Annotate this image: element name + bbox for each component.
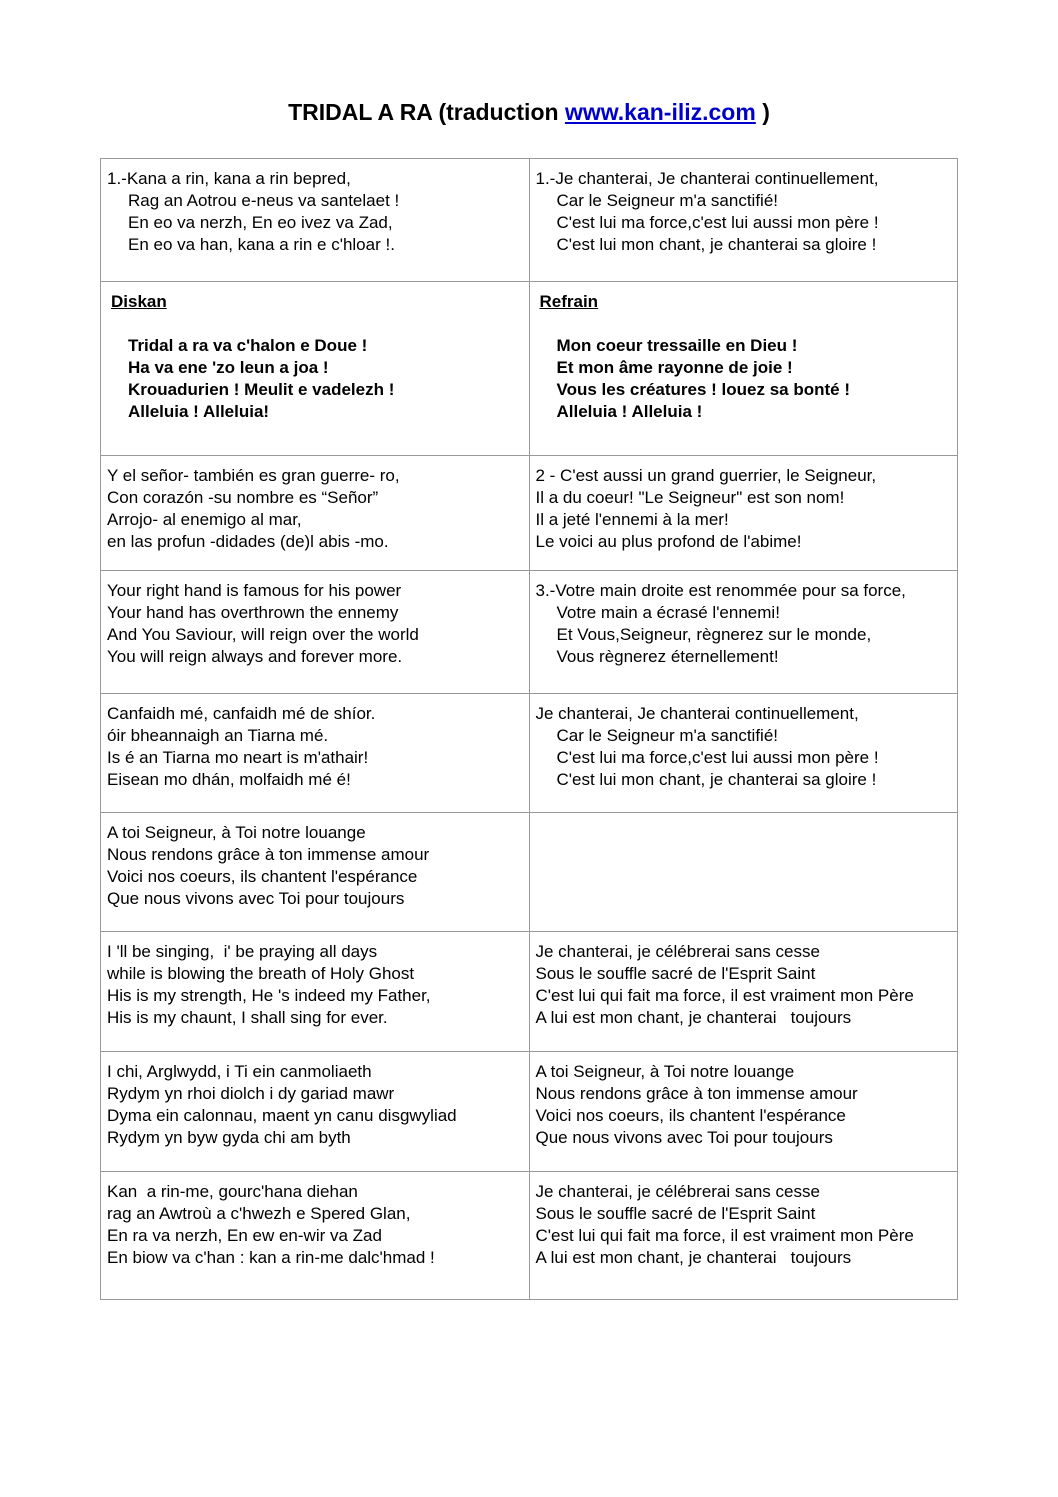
lyric-line: óir bheannaigh an Tiarna mé. bbox=[107, 726, 329, 745]
lyrics-cell-right bbox=[529, 571, 958, 694]
table-row bbox=[101, 282, 958, 456]
lyric-line: Je chanterai, je célébrerai sans cesse bbox=[535, 942, 820, 961]
blank-line bbox=[536, 313, 952, 335]
lyric-line: I chi, Arglwydd, i Ti ein canmoliaeth bbox=[107, 1062, 372, 1081]
lyric-line: Alleluia ! Alleluia ! bbox=[556, 402, 703, 421]
lyric-line: C'est lui qui fait ma force, il est vraiment mon Père bbox=[535, 1226, 914, 1245]
lyric-line: Arrojo- al enemigo al mar, bbox=[107, 510, 302, 529]
lyrics-cell-right bbox=[529, 1052, 958, 1172]
table-row bbox=[101, 571, 958, 694]
lyric-line: Rydym yn byw gyda chi am byth bbox=[107, 1128, 351, 1147]
page-title bbox=[0, 99, 1058, 126]
lyric-line: Is é an Tiarna mo neart is m'athair! bbox=[107, 748, 369, 767]
lyric-line: while is blowing the breath of Holy Ghost bbox=[107, 964, 415, 983]
title-text: TRIDAL A RA (traduction bbox=[288, 99, 565, 125]
lyric-line: 1.-Kana a rin, kana a rin bepred, bbox=[107, 169, 351, 188]
lyric-line: Et mon âme rayonne de joie ! bbox=[556, 358, 793, 377]
lyric-line: Kan a rin-me, gourc'hana diehan bbox=[107, 1182, 358, 1201]
lyrics-cell-left bbox=[101, 1172, 530, 1300]
table-row bbox=[101, 1052, 958, 1172]
section-heading: Diskan bbox=[111, 292, 167, 311]
blank-line bbox=[107, 313, 523, 335]
lyrics-cell-left bbox=[101, 694, 530, 813]
lyric-line: You will reign always and forever more. bbox=[107, 647, 403, 666]
lyric-line: Je chanterai, je célébrerai sans cesse bbox=[535, 1182, 820, 1201]
lyric-line: Car le Seigneur m'a sanctifié! bbox=[556, 726, 779, 745]
lyric-line: Ha va ene 'zo leun a joa ! bbox=[128, 358, 329, 377]
lyric-line: en las profun -didades (de)l abis -mo. bbox=[107, 532, 389, 551]
lyrics-cell-right bbox=[529, 932, 958, 1052]
lyric-line: En eo va nerzh, En eo ivez va Zad, bbox=[128, 213, 393, 232]
table-row bbox=[101, 159, 958, 282]
table-row bbox=[101, 813, 958, 932]
lyrics-cell-left bbox=[101, 282, 530, 456]
lyrics-cell-left bbox=[101, 159, 530, 282]
lyric-line: Eisean mo dhán, molfaidh mé é! bbox=[107, 770, 351, 789]
lyric-line: Nous rendons grâce à ton immense amour bbox=[107, 845, 430, 864]
lyrics-table bbox=[100, 158, 958, 1300]
lyric-line: Le voici au plus profond de l'abime! bbox=[535, 532, 802, 551]
lyric-line: Voici nos coeurs, ils chantent l'espérance bbox=[107, 867, 418, 886]
table-row bbox=[101, 1172, 958, 1300]
lyric-line: And You Saviour, will reign over the world bbox=[107, 625, 419, 644]
lyric-line: C'est lui mon chant, je chanterai sa gloire ! bbox=[556, 235, 877, 254]
lyric-line: Sous le souffle sacré de l'Esprit Saint bbox=[535, 964, 816, 983]
lyric-line: Alleluia ! Alleluia! bbox=[128, 402, 270, 421]
lyric-line: Je chanterai, Je chanterai continuellement, bbox=[535, 704, 859, 723]
lyric-line: C'est lui qui fait ma force, il est vraiment mon Père bbox=[535, 986, 914, 1005]
lyric-line: Et Vous,Seigneur, règnerez sur le monde, bbox=[556, 625, 872, 644]
lyric-line: I 'll be singing, i' be praying all days bbox=[107, 942, 378, 961]
section-heading: Refrain bbox=[539, 292, 599, 311]
lyric-line: rag an Awtroù a c'hwezh e Spered Glan, bbox=[107, 1204, 411, 1223]
lyric-line: C'est lui ma force,c'est lui aussi mon père ! bbox=[556, 213, 879, 232]
lyric-line: Car le Seigneur m'a sanctifié! bbox=[556, 191, 779, 210]
lyric-line: En biow va c'han : kan a rin-me dalc'hmad ! bbox=[107, 1248, 435, 1267]
lyric-line: Tridal a ra va c'halon e Doue ! bbox=[128, 336, 368, 355]
lyric-line: Rydym yn rhoi diolch i dy gariad mawr bbox=[107, 1084, 395, 1103]
lyric-line: Voici nos coeurs, ils chantent l'espérance bbox=[535, 1106, 846, 1125]
lyrics-cell-left bbox=[101, 813, 530, 932]
lyric-line: Vous les créatures ! louez sa bonté ! bbox=[556, 380, 850, 399]
lyrics-table-body bbox=[101, 159, 958, 1300]
lyric-line: Votre main a écrasé l'ennemi! bbox=[556, 603, 780, 622]
lyric-line: Que nous vivons avec Toi pour toujours bbox=[107, 889, 405, 908]
lyric-line: 2 - C'est aussi un grand guerrier, le Seigneur, bbox=[535, 466, 877, 485]
lyric-line: Your hand has overthrown the ennemy bbox=[107, 603, 399, 622]
lyrics-cell-right bbox=[529, 282, 958, 456]
lyric-line: C'est lui ma force,c'est lui aussi mon père ! bbox=[556, 748, 879, 767]
lyric-line: En eo va han, kana a rin e c'hloar !. bbox=[128, 235, 395, 254]
lyrics-cell-right bbox=[529, 694, 958, 813]
table-row bbox=[101, 456, 958, 571]
lyrics-cell-right bbox=[529, 1172, 958, 1300]
lyrics-cell-left bbox=[101, 932, 530, 1052]
table-row bbox=[101, 932, 958, 1052]
lyrics-cell-left bbox=[101, 456, 530, 571]
lyric-line: 1.-Je chanterai, Je chanterai continuellement, bbox=[535, 169, 879, 188]
lyric-line: Mon coeur tressaille en Dieu ! bbox=[556, 336, 798, 355]
lyric-line: Il a du coeur! "Le Seigneur" est son nom! bbox=[535, 488, 845, 507]
title-link[interactable]: www.kan-iliz.com bbox=[564, 99, 756, 125]
lyric-line: Rag an Aotrou e-neus va santelaet ! bbox=[128, 191, 400, 210]
lyric-line: Nous rendons grâce à ton immense amour bbox=[535, 1084, 858, 1103]
lyric-line: En ra va nerzh, En ew en-wir va Zad bbox=[107, 1226, 382, 1245]
title-suffix: ) bbox=[755, 99, 770, 125]
lyrics-cell-right bbox=[529, 813, 958, 932]
lyric-line: C'est lui mon chant, je chanterai sa gloire ! bbox=[556, 770, 877, 789]
lyric-line: A lui est mon chant, je chanterai toujours bbox=[535, 1008, 852, 1027]
lyric-line: His is my strength, He 's indeed my Father, bbox=[107, 986, 431, 1005]
lyric-line: His is my chaunt, I shall sing for ever. bbox=[107, 1008, 388, 1027]
lyric-line: Krouadurien ! Meulit e vadelezh ! bbox=[128, 380, 395, 399]
lyric-line: Dyma ein calonnau, maent yn canu disgwyliad bbox=[107, 1106, 457, 1125]
lyric-line: Your right hand is famous for his power bbox=[107, 581, 402, 600]
lyric-line: Y el señor- también es gran guerre- ro, bbox=[107, 466, 400, 485]
lyric-line: Que nous vivons avec Toi pour toujours bbox=[535, 1128, 833, 1147]
lyric-line: 3.-Votre main droite est renommée pour sa force, bbox=[535, 581, 906, 600]
lyrics-cell-left bbox=[101, 571, 530, 694]
lyric-line: Con corazón -su nombre es “Señor” bbox=[107, 488, 379, 507]
table-row bbox=[101, 694, 958, 813]
lyrics-cell-right bbox=[529, 456, 958, 571]
lyric-line: Vous règnerez éternellement! bbox=[556, 647, 779, 666]
lyric-line: A lui est mon chant, je chanterai toujours bbox=[535, 1248, 852, 1267]
lyric-line: A toi Seigneur, à Toi notre louange bbox=[535, 1062, 795, 1081]
lyric-line: Sous le souffle sacré de l'Esprit Saint bbox=[535, 1204, 816, 1223]
lyric-line: Canfaidh mé, canfaidh mé de shíor. bbox=[107, 704, 376, 723]
lyrics-cell-right bbox=[529, 159, 958, 282]
lyric-line: Il a jeté l'ennemi à la mer! bbox=[535, 510, 729, 529]
lyrics-cell-left bbox=[101, 1052, 530, 1172]
lyric-line: A toi Seigneur, à Toi notre louange bbox=[107, 823, 366, 842]
